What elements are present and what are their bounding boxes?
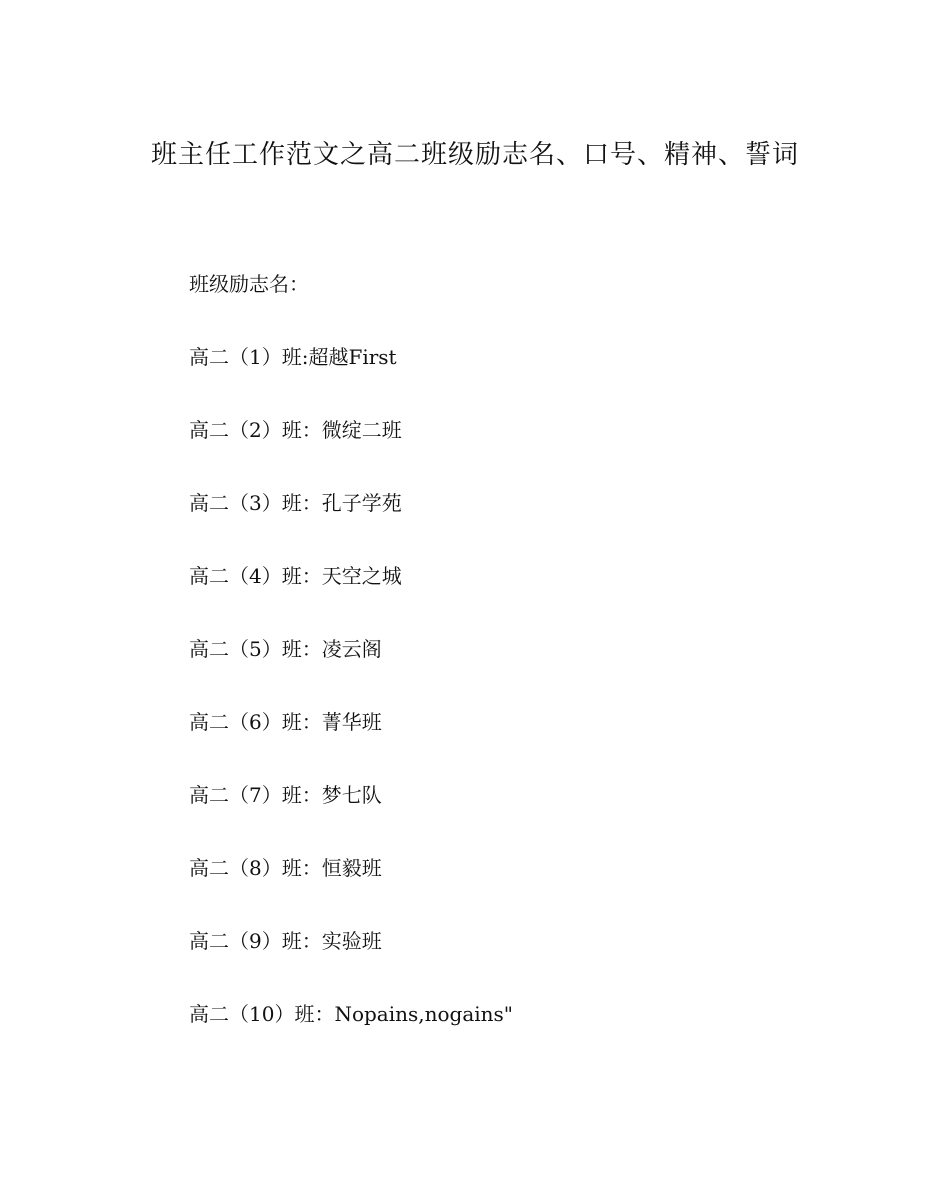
list-item: 高二（1）班:超越First xyxy=(189,345,397,369)
list-item: 高二（5）班：凌云阁 xyxy=(189,637,382,661)
page-title: 班主任工作范文之高二班级励志名、口号、精神、誓词 xyxy=(150,140,799,170)
class-motto-list xyxy=(189,343,513,1073)
section-heading: 班级励志名： xyxy=(189,272,309,296)
list-item: 高二（7）班：梦七队 xyxy=(189,783,382,807)
list-item: 高二（8）班：恒毅班 xyxy=(189,856,382,880)
list-item: 高二（2）班：微绽二班 xyxy=(189,418,402,442)
list-item: 高二（6）班：菁华班 xyxy=(189,710,382,734)
list-item: 高二（4）班：天空之城 xyxy=(189,564,402,588)
list-item: 高二（10）班：Nopains,nogains" xyxy=(189,1002,514,1026)
list-item: 高二（9）班：实验班 xyxy=(189,929,382,953)
list-item: 高二（3）班：孔子学苑 xyxy=(189,491,402,515)
